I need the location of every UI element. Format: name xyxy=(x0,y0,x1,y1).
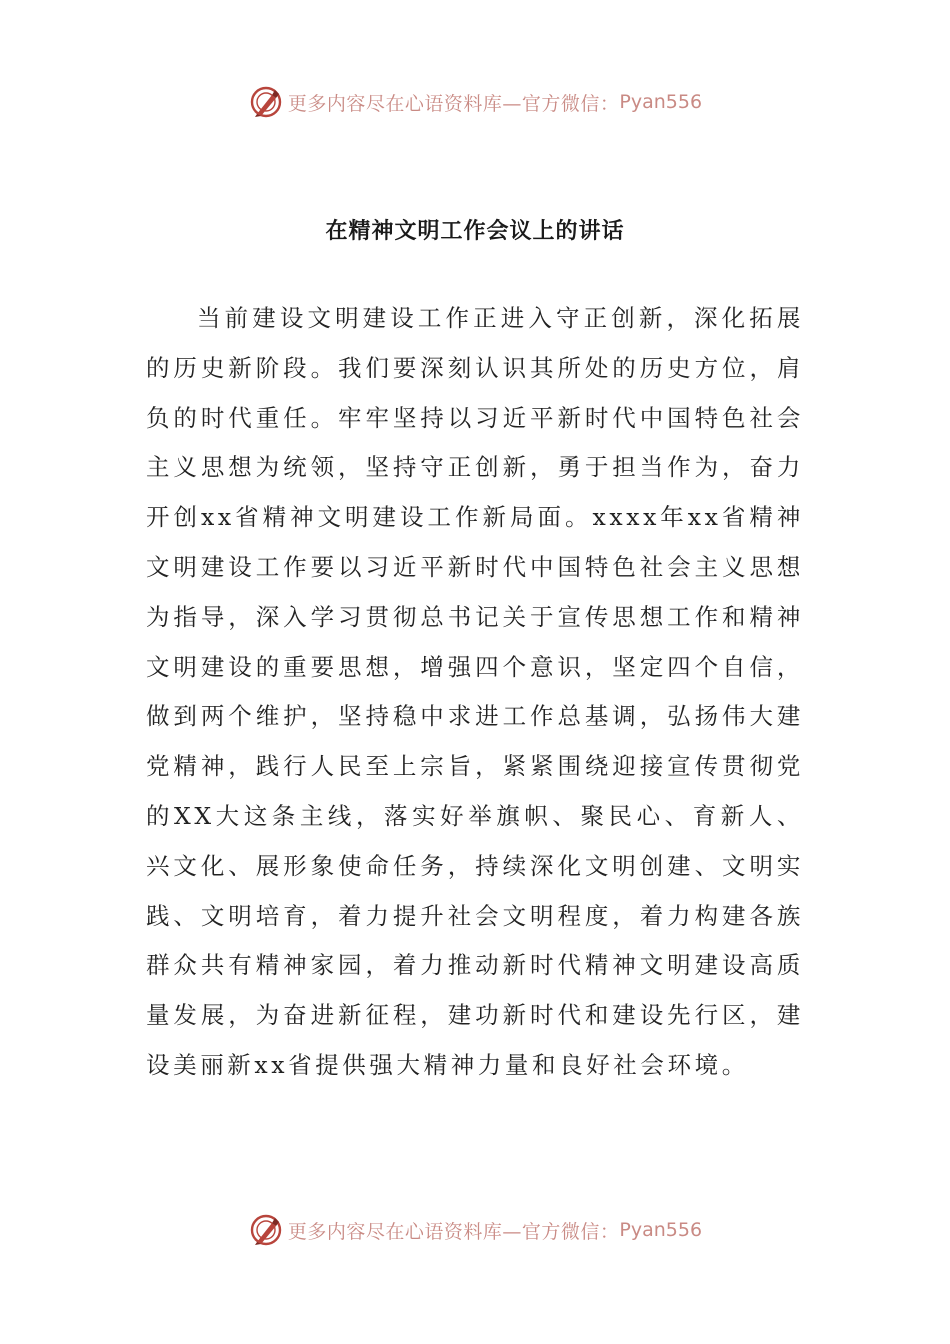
footer-banner xyxy=(0,1210,950,1250)
wechat-id: Pyan556 xyxy=(619,91,703,113)
page-title: 在精神文明工作会议上的讲话 xyxy=(325,219,625,244)
pen-circle-icon xyxy=(248,84,284,120)
pen-circle-icon xyxy=(248,1212,284,1248)
wechat-id: Pyan556 xyxy=(619,1219,703,1241)
body-paragraph: 当前建设文明建设工作正进入守正创新，深化拓展的历史新阶段。我们要深刻认识其所处的历史方位，肩负的时代重任。牢牢坚持以习近平新时代中国特色社会主义思想为统领，坚持守正创新，勇于担当作为，奋力开创xx省精神文明建设工作新局面。xxxx年xx省精神文明建设工作要以习近平新时代中国特色社会主义思想为指导，深入学习贯彻总书记关于宣传思想工作和精神文明建设的重要思想，增强四个意识，坚定四个自信，做到两个维护，坚持稳中求进工作总基调，弘扬伟大建党精神，践行人民至上宗旨，紧紧围绕迎接宣传贯彻党的XX大这条主线，落实好举旗帜、聚民心、育新人、兴文化、展形象使命任务，持续深化文明创建、文明实践、文明培育，着力提升社会文明程度，着力构建各族群众共有精神家园，着力推动新时代精神文明建设高质量发展，为奋进新征程，建功新时代和建设先行区，建设美丽新xx省提供强大精神力量和良好社会环境。 xyxy=(146,304,804,1079)
banner-text: 更多内容尽在心语资料库—官方微信： xyxy=(287,1220,620,1243)
header-banner xyxy=(0,82,950,122)
banner-text: 更多内容尽在心语资料库—官方微信： xyxy=(287,92,620,115)
